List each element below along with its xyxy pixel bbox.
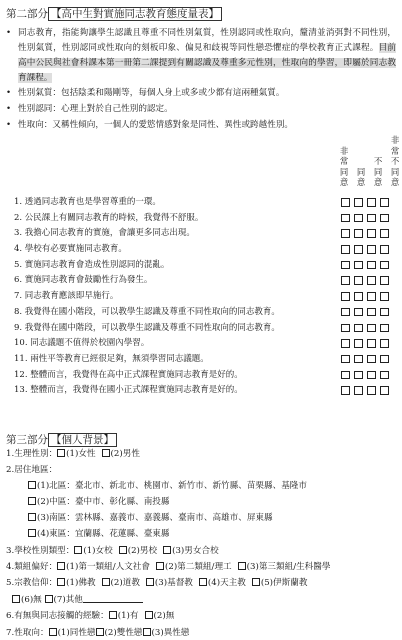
religion-taoism-checkbox[interactable] xyxy=(102,578,110,586)
strongly-disagree-checkbox[interactable] xyxy=(380,214,389,223)
strongly-disagree-checkbox[interactable] xyxy=(380,355,389,364)
disagree-checkbox[interactable] xyxy=(367,214,376,223)
disagree-checkbox[interactable] xyxy=(367,198,376,207)
agree-checkbox[interactable] xyxy=(354,308,363,317)
agree-checkbox[interactable] xyxy=(354,292,363,301)
contact-no-checkbox[interactable] xyxy=(145,611,153,619)
region-east-checkbox[interactable] xyxy=(28,529,36,537)
region-question: 2.居住地區： xyxy=(6,465,58,475)
religion-islam-checkbox[interactable] xyxy=(252,578,260,586)
scale-item xyxy=(14,226,400,242)
strongly-agree-checkbox[interactable] xyxy=(341,261,350,270)
strongly-disagree-checkbox[interactable] xyxy=(380,339,389,348)
agree-checkbox[interactable] xyxy=(354,245,363,254)
strongly-agree-checkbox[interactable] xyxy=(341,355,350,364)
disagree-checkbox[interactable] xyxy=(367,371,376,380)
scale-item-options xyxy=(341,324,389,333)
gender-male-checkbox[interactable] xyxy=(102,449,110,457)
strongly-disagree-checkbox[interactable] xyxy=(380,386,389,395)
religion-other-input[interactable] xyxy=(83,593,143,603)
region-central: (2)中區：臺中市、彰化縣、南投縣 xyxy=(28,496,170,508)
religion-question-cont: (6)無 (7)其他 xyxy=(12,593,143,606)
scale-item xyxy=(14,242,400,258)
strongly-agree-checkbox[interactable] xyxy=(341,198,350,207)
disagree-checkbox[interactable] xyxy=(367,229,376,238)
scale-item-text: 6. 實施同志教育會鼓勵性行為發生。 xyxy=(14,275,153,286)
disagree-checkbox[interactable] xyxy=(367,355,376,364)
strongly-disagree-checkbox[interactable] xyxy=(380,276,389,285)
scale-item xyxy=(14,305,400,321)
agree-checkbox[interactable] xyxy=(354,229,363,238)
header-disagree: 不 同 意 xyxy=(373,156,383,188)
scale-item-options xyxy=(341,276,389,285)
scale-item-options xyxy=(341,339,389,348)
scale-item-text: 5. 實施同志教育會造成性別認同的混亂。 xyxy=(14,259,170,270)
agree-checkbox[interactable] xyxy=(354,261,363,270)
orientation-question: 7.性取向： (1)同性戀 (2)雙性戀 (3)異性戀 xyxy=(6,628,190,638)
scale-item-text: 11. 兩性平等教育已經很足夠，無須學習同志議題。 xyxy=(14,353,209,364)
scale-item-options xyxy=(341,308,389,317)
contact-experience-question: 6.有無與同志接觸的經驗： (1)有 (2)無 xyxy=(6,611,175,621)
scale-item-text: 10. 同志議題不值得於校園內學習。 xyxy=(14,338,150,349)
scale-item-options xyxy=(341,292,389,301)
disagree-checkbox[interactable] xyxy=(367,292,376,301)
contact-yes-checkbox[interactable] xyxy=(109,611,117,619)
scale-item xyxy=(14,352,400,368)
religion-question: 5.宗教信仰： (1)佛教 (2)道教 (3)基督教 (4)天主教 (5)伊斯蘭教 xyxy=(6,578,308,588)
region-central-checkbox[interactable] xyxy=(28,497,36,505)
header-strongly-agree: 非 常 同 意 xyxy=(339,145,349,188)
scale-item xyxy=(14,321,400,337)
religion-catholicism-checkbox[interactable] xyxy=(199,578,207,586)
scale-item-options xyxy=(341,371,389,380)
scale-item-options xyxy=(341,261,389,270)
disagree-checkbox[interactable] xyxy=(367,245,376,254)
group-question: 4.類組偏好： (1)第一類組/人文社會 (2)第二類組/理工 (3)第三類組/生科醫學 xyxy=(6,562,331,572)
scale-item-text: 13. 整體而言，我覺得在國小正式課程實施同志教育是好的。 xyxy=(14,385,243,396)
scale-item-text: 12. 整體而言，我覺得在高中正式課程實施同志教育是好的。 xyxy=(14,369,243,380)
strongly-agree-checkbox[interactable] xyxy=(341,339,350,348)
intro-highlight: 目前高中公民與社會科課本第一冊第二課提到有關認識及尊重多元性別，性取向的學習，即屬於同志教育課程。 xyxy=(18,43,396,83)
scale-item xyxy=(14,368,400,384)
school-boys-checkbox[interactable] xyxy=(119,546,127,554)
scale-item-text: 1. 透過同志教育也是學習尊重的一環。 xyxy=(14,197,161,207)
scale-item-options xyxy=(341,245,389,254)
disagree-checkbox[interactable] xyxy=(367,261,376,270)
scale-item xyxy=(14,195,400,211)
disagree-checkbox[interactable] xyxy=(367,339,376,348)
gender-female-checkbox[interactable] xyxy=(57,449,65,457)
orientation-heterosexual-checkbox[interactable] xyxy=(143,628,151,636)
strongly-agree-checkbox[interactable] xyxy=(341,292,350,301)
agree-checkbox[interactable] xyxy=(354,324,363,333)
scale-item xyxy=(14,289,400,305)
scale-item-options xyxy=(341,214,389,223)
strongly-disagree-checkbox[interactable] xyxy=(380,261,389,270)
strongly-agree-checkbox[interactable] xyxy=(341,245,350,254)
school-coed-checkbox[interactable] xyxy=(163,546,171,554)
gender-question: 1.生理性別： (1)女性 (2)男性 xyxy=(6,449,140,459)
region-south: (3)南區：雲林縣、嘉義市、嘉義縣、臺南市、高雄市、屏東縣 xyxy=(28,512,273,524)
scale-item-text: 3. 我擔心同志教育的實施，會讓更多同志出現。 xyxy=(14,228,195,239)
strongly-agree-checkbox[interactable] xyxy=(341,308,350,317)
agree-checkbox[interactable] xyxy=(354,386,363,395)
scale-item xyxy=(14,273,400,289)
disagree-checkbox[interactable] xyxy=(367,386,376,395)
scale-item-options xyxy=(341,355,389,364)
agree-checkbox[interactable] xyxy=(354,371,363,380)
strongly-agree-checkbox[interactable] xyxy=(341,324,350,333)
scale-item-text: 8. 我覺得在國小階段，可以教學生認識及尊重不同性取向的同志教育。 xyxy=(14,306,280,317)
orientation-bisexual-checkbox[interactable] xyxy=(96,628,104,636)
strongly-disagree-checkbox[interactable] xyxy=(380,324,389,333)
strongly-agree-checkbox[interactable] xyxy=(341,386,350,395)
religion-none-checkbox[interactable] xyxy=(12,595,20,603)
part3-title: 第三部分 【個人背景】 xyxy=(6,432,117,447)
religion-christianity-checkbox[interactable] xyxy=(146,578,154,586)
header-agree: 同 意 xyxy=(356,166,366,188)
region-north: (1)北區：臺北市、新北市、桃園市、新竹市、新竹縣、苗栗縣、基隆市 xyxy=(28,480,307,492)
scale-items xyxy=(14,195,400,399)
scale-item-options xyxy=(341,386,389,395)
group-2-checkbox[interactable] xyxy=(156,562,164,570)
agree-checkbox[interactable] xyxy=(354,339,363,348)
region-north-checkbox[interactable] xyxy=(28,481,36,489)
scale-item-text: 4. 學校有必要實施同志教育。 xyxy=(14,244,127,255)
scale-item-options xyxy=(341,198,389,207)
scale-item xyxy=(14,258,400,274)
disagree-checkbox[interactable] xyxy=(367,324,376,333)
strongly-disagree-checkbox[interactable] xyxy=(380,371,389,380)
scale-item-text: 9. 我覺得在國中階段，可以教學生認識及尊重不同性取向的同志教育。 xyxy=(14,322,280,333)
scale-item-text: 7. 同志教育應該即早施行。 xyxy=(14,291,119,302)
strongly-disagree-checkbox[interactable] xyxy=(380,245,389,254)
strongly-disagree-checkbox[interactable] xyxy=(380,308,389,317)
definition-sexual-orientation: • 性取向：又稱性傾向，一個人的愛慾情感對象是同性、異性或跨越性別。 xyxy=(6,120,294,130)
region-south-checkbox[interactable] xyxy=(28,513,36,521)
religion-buddhism-checkbox[interactable] xyxy=(57,578,65,586)
agree-checkbox[interactable] xyxy=(354,276,363,285)
strongly-agree-checkbox[interactable] xyxy=(341,371,350,380)
intro-paragraph: • 同志教育，指能夠讓學生認識且尊重不同性別氣質，性別認同或性取向，釐清並消弭對不同性別，性別氣質，性別認同或性取向的刻板印象、偏見和歧視等同性戀恐懼症的學校教育正式課程。目前高中公民與社會科課本第一冊第二課提到有關認識及尊重多元性別，性取向的學習，即屬於同志教育課程。 xyxy=(6,28,396,83)
scale-item xyxy=(14,211,400,227)
scale-item-options xyxy=(341,229,389,238)
strongly-disagree-checkbox[interactable] xyxy=(380,229,389,238)
agree-checkbox[interactable] xyxy=(354,214,363,223)
disagree-checkbox[interactable] xyxy=(367,308,376,317)
strongly-agree-checkbox[interactable] xyxy=(341,229,350,238)
scale-item-text: 2. 公民課上有關同志教育的時候，我覺得不舒服。 xyxy=(14,212,204,223)
strongly-agree-checkbox[interactable] xyxy=(341,214,350,223)
header-strongly-disagree: 非 常 不 同 意 xyxy=(390,135,400,188)
group-3-checkbox[interactable] xyxy=(238,562,246,570)
scale-item xyxy=(14,336,400,352)
definition-gender-identity: • 性別認同：心理上對於自己性別的認定。 xyxy=(6,104,173,114)
scale-item xyxy=(14,383,400,399)
strongly-agree-checkbox[interactable] xyxy=(341,276,350,285)
school-girls-checkbox[interactable] xyxy=(74,546,82,554)
agree-checkbox[interactable] xyxy=(354,355,363,364)
religion-other-checkbox[interactable] xyxy=(45,595,53,603)
disagree-checkbox[interactable] xyxy=(367,276,376,285)
strongly-disagree-checkbox[interactable] xyxy=(380,292,389,301)
school-type-question: 3.學校性別類型： (1)女校 (2)男校 (3)男女合校 xyxy=(6,546,219,556)
part2-title: 第二部分 【高中生對實施同志教育態度量表】 xyxy=(6,6,222,21)
agree-checkbox[interactable] xyxy=(354,198,363,207)
region-east: (4)東區：宜蘭縣、花蓮縣、臺東縣 xyxy=(28,528,170,540)
group-1-checkbox[interactable] xyxy=(57,562,65,570)
strongly-disagree-checkbox[interactable] xyxy=(380,198,389,207)
orientation-homosexual-checkbox[interactable] xyxy=(49,628,57,636)
definition-gender-temperament: • 性別氣質：包括陰柔和陽剛等，每個人身上或多或少都有這兩種氣質。 xyxy=(6,88,285,98)
intro-text: 同志教育，指能夠讓學生認識且尊重不同性別氣質，性別認同或性取向，釐清並消弭對不同性別，性別氣質，性別認同或性取向的刻板印象、偏見和歧視等同性戀恐懼症的學校教育正式課程。 xyxy=(18,28,396,53)
